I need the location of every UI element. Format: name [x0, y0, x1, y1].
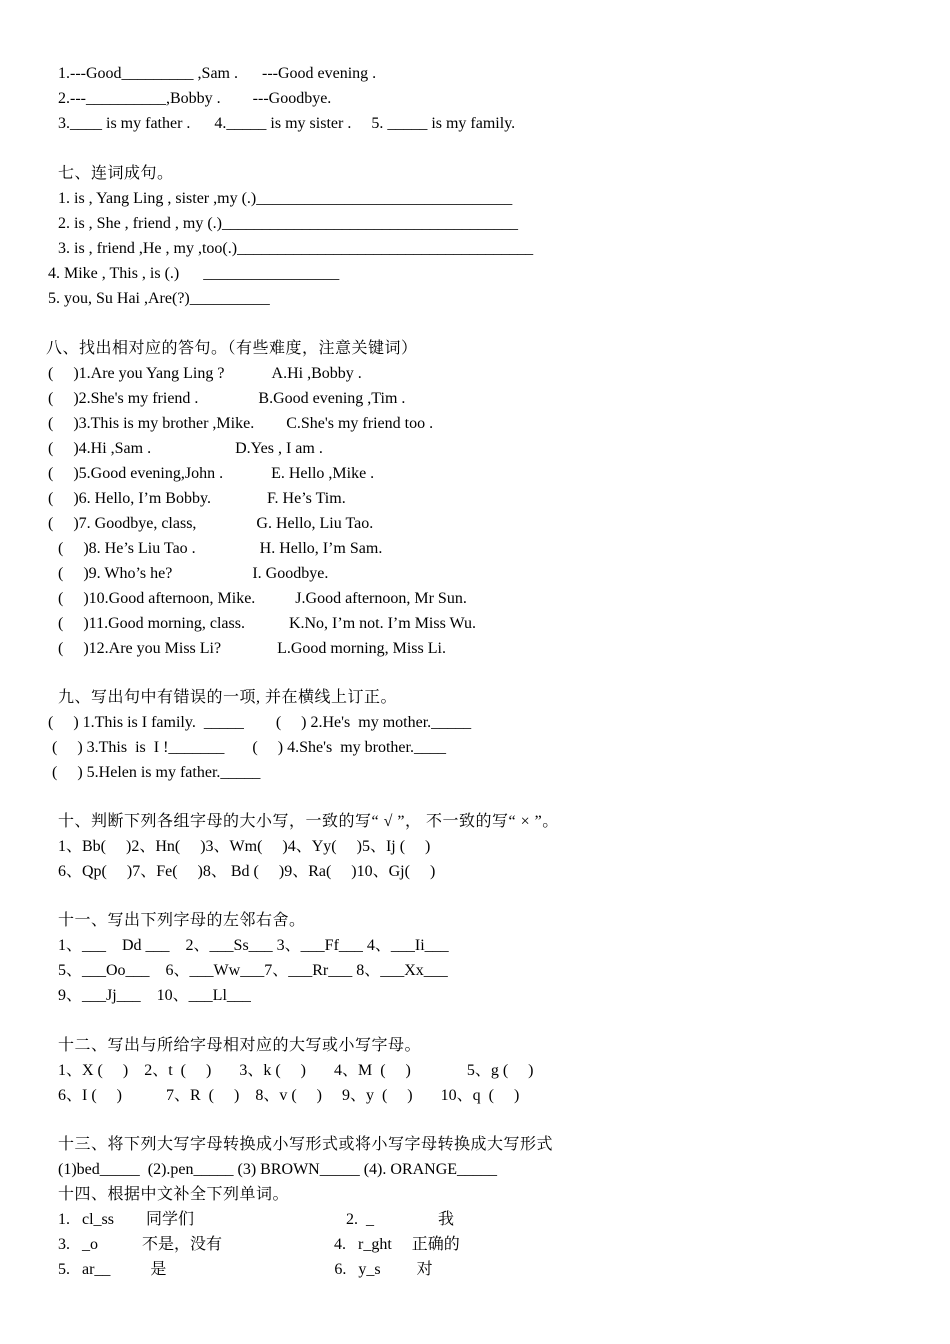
exercise-line: 2. is , She , friend , my (.)_____________________________________ — [58, 215, 518, 232]
exercise-line: ( )1.Are you Yang Ling ? A.Hi ,Bobby . — [48, 365, 362, 382]
exercise-line: 6、Qp( )7、Fe( )8、 Bd ( )9、Ra( )10、Gj( ) — [58, 863, 436, 880]
exercise-line: ( )7. Goodbye, class, G. Hello, Liu Tao. — [48, 515, 374, 532]
exercise-line: 3. is , friend ,He , my ,too(.)_____________________________________ — [58, 240, 534, 257]
exercise-line: ( )2.She's my friend . B.Good evening ,Tim . — [48, 390, 406, 407]
exercise-line: ( ) 5.Helen is my father._____ — [52, 764, 261, 781]
section-heading: 十一、写出下列字母的左邻右舍。 — [58, 912, 306, 929]
exercise-line: 1、Bb( )2、Hn( )3、Wm( )4、Yy( )5、Ij ( ) — [58, 838, 431, 855]
section-heading: 九、写出句中有错误的一项, 并在横线上订正。 — [58, 689, 398, 706]
exercise-line: ( )12.Are you Miss Li? L.Good morning, Miss Li. — [58, 640, 446, 657]
exercise-line: 9、___Jj___ 10、___Ll___ — [58, 987, 251, 1004]
section-heading: 十、判断下列各组字母的大小写，一致的写“ √ ”， 不一致的写“ × ”。 — [58, 813, 559, 830]
exercise-line: 5. ar__ 是 6. y_s 对 — [58, 1261, 433, 1278]
exercise-line: ( )5.Good evening,John . E. Hello ,Mike . — [48, 465, 375, 482]
exercise-line: ( ) 3.This is I !_______ ( ) 4.She's my brother.____ — [52, 739, 446, 756]
section-heading: 十四、根据中文补全下列单词。 — [58, 1186, 290, 1203]
exercise-line: ( )11.Good morning, class. K.No, I’m not. I’m Miss Wu. — [58, 615, 476, 632]
exercise-line: ( )6. Hello, I’m Bobby. F. He’s Tim. — [48, 490, 346, 507]
exercise-line: ( )10.Good afternoon, Mike. J.Good afternoon, Mr Sun. — [58, 590, 467, 607]
exercise-line: 5、___Oo___ 6、___Ww___7、___Rr___ 8、___Xx___ — [58, 962, 448, 979]
exercise-line: 2.---__________,Bobby . ---Goodbye. — [58, 90, 332, 107]
exercise-line: 5. you, Su Hai ,Are(?)__________ — [48, 290, 270, 307]
section-heading: 十三、将下列大写字母转换成小写形式或将小写字母转换成大写形式 — [58, 1136, 554, 1153]
exercise-line: 3. _o 不是，没有 4. r_ght 正确的 — [58, 1236, 460, 1253]
exercise-line: 1、X ( ) 2、t ( ) 3、k ( ) 4、M ( ) 5、g ( ) — [58, 1062, 534, 1079]
exercise-line: 6、I ( ) 7、R ( ) 8、v ( ) 9、y ( ) 10、q ( ) — [58, 1087, 520, 1104]
exercise-line: ( )4.Hi ,Sam . D.Yes , I am . — [48, 440, 323, 457]
exercise-line: 3.____ is my father . 4._____ is my sister . 5. _____ is my family. — [58, 115, 516, 132]
exercise-line: 1. is , Yang Ling , sister ,my (.)________________________________ — [58, 190, 513, 207]
section-heading: 七、连词成句。 — [58, 165, 174, 182]
section-heading: 八、找出相对应的答句。（有些难度，注意关键词） — [46, 340, 418, 357]
exercise-line: ( )8. He’s Liu Tao . H. Hello, I’m Sam. — [58, 540, 383, 557]
exercise-line: 1、___ Dd ___ 2、___Ss___ 3、___Ff___ 4、___Ii___ — [58, 937, 449, 954]
exercise-line: (1)bed_____ (2).pen_____ (3) BROWN_____ (4). ORANGE_____ — [58, 1161, 498, 1178]
section-heading: 十二、写出与所给字母相对应的大写或小写字母。 — [58, 1037, 422, 1054]
exercise-line: ( )3.This is my brother ,Mike. C.She's my friend too . — [48, 415, 434, 432]
exercise-line: 1.---Good_________ ,Sam . ---Good evening . — [58, 65, 377, 82]
exercise-line: 1. cl_ss 同学们 2. _ 我 — [58, 1211, 455, 1228]
exercise-line: ( )9. Who’s he? I. Goodbye. — [58, 565, 329, 582]
exercise-line: ( ) 1.This is I family. _____ ( ) 2.He's my mother._____ — [48, 714, 472, 731]
exercise-line: 4. Mike , This , is (.) _________________ — [48, 265, 340, 282]
